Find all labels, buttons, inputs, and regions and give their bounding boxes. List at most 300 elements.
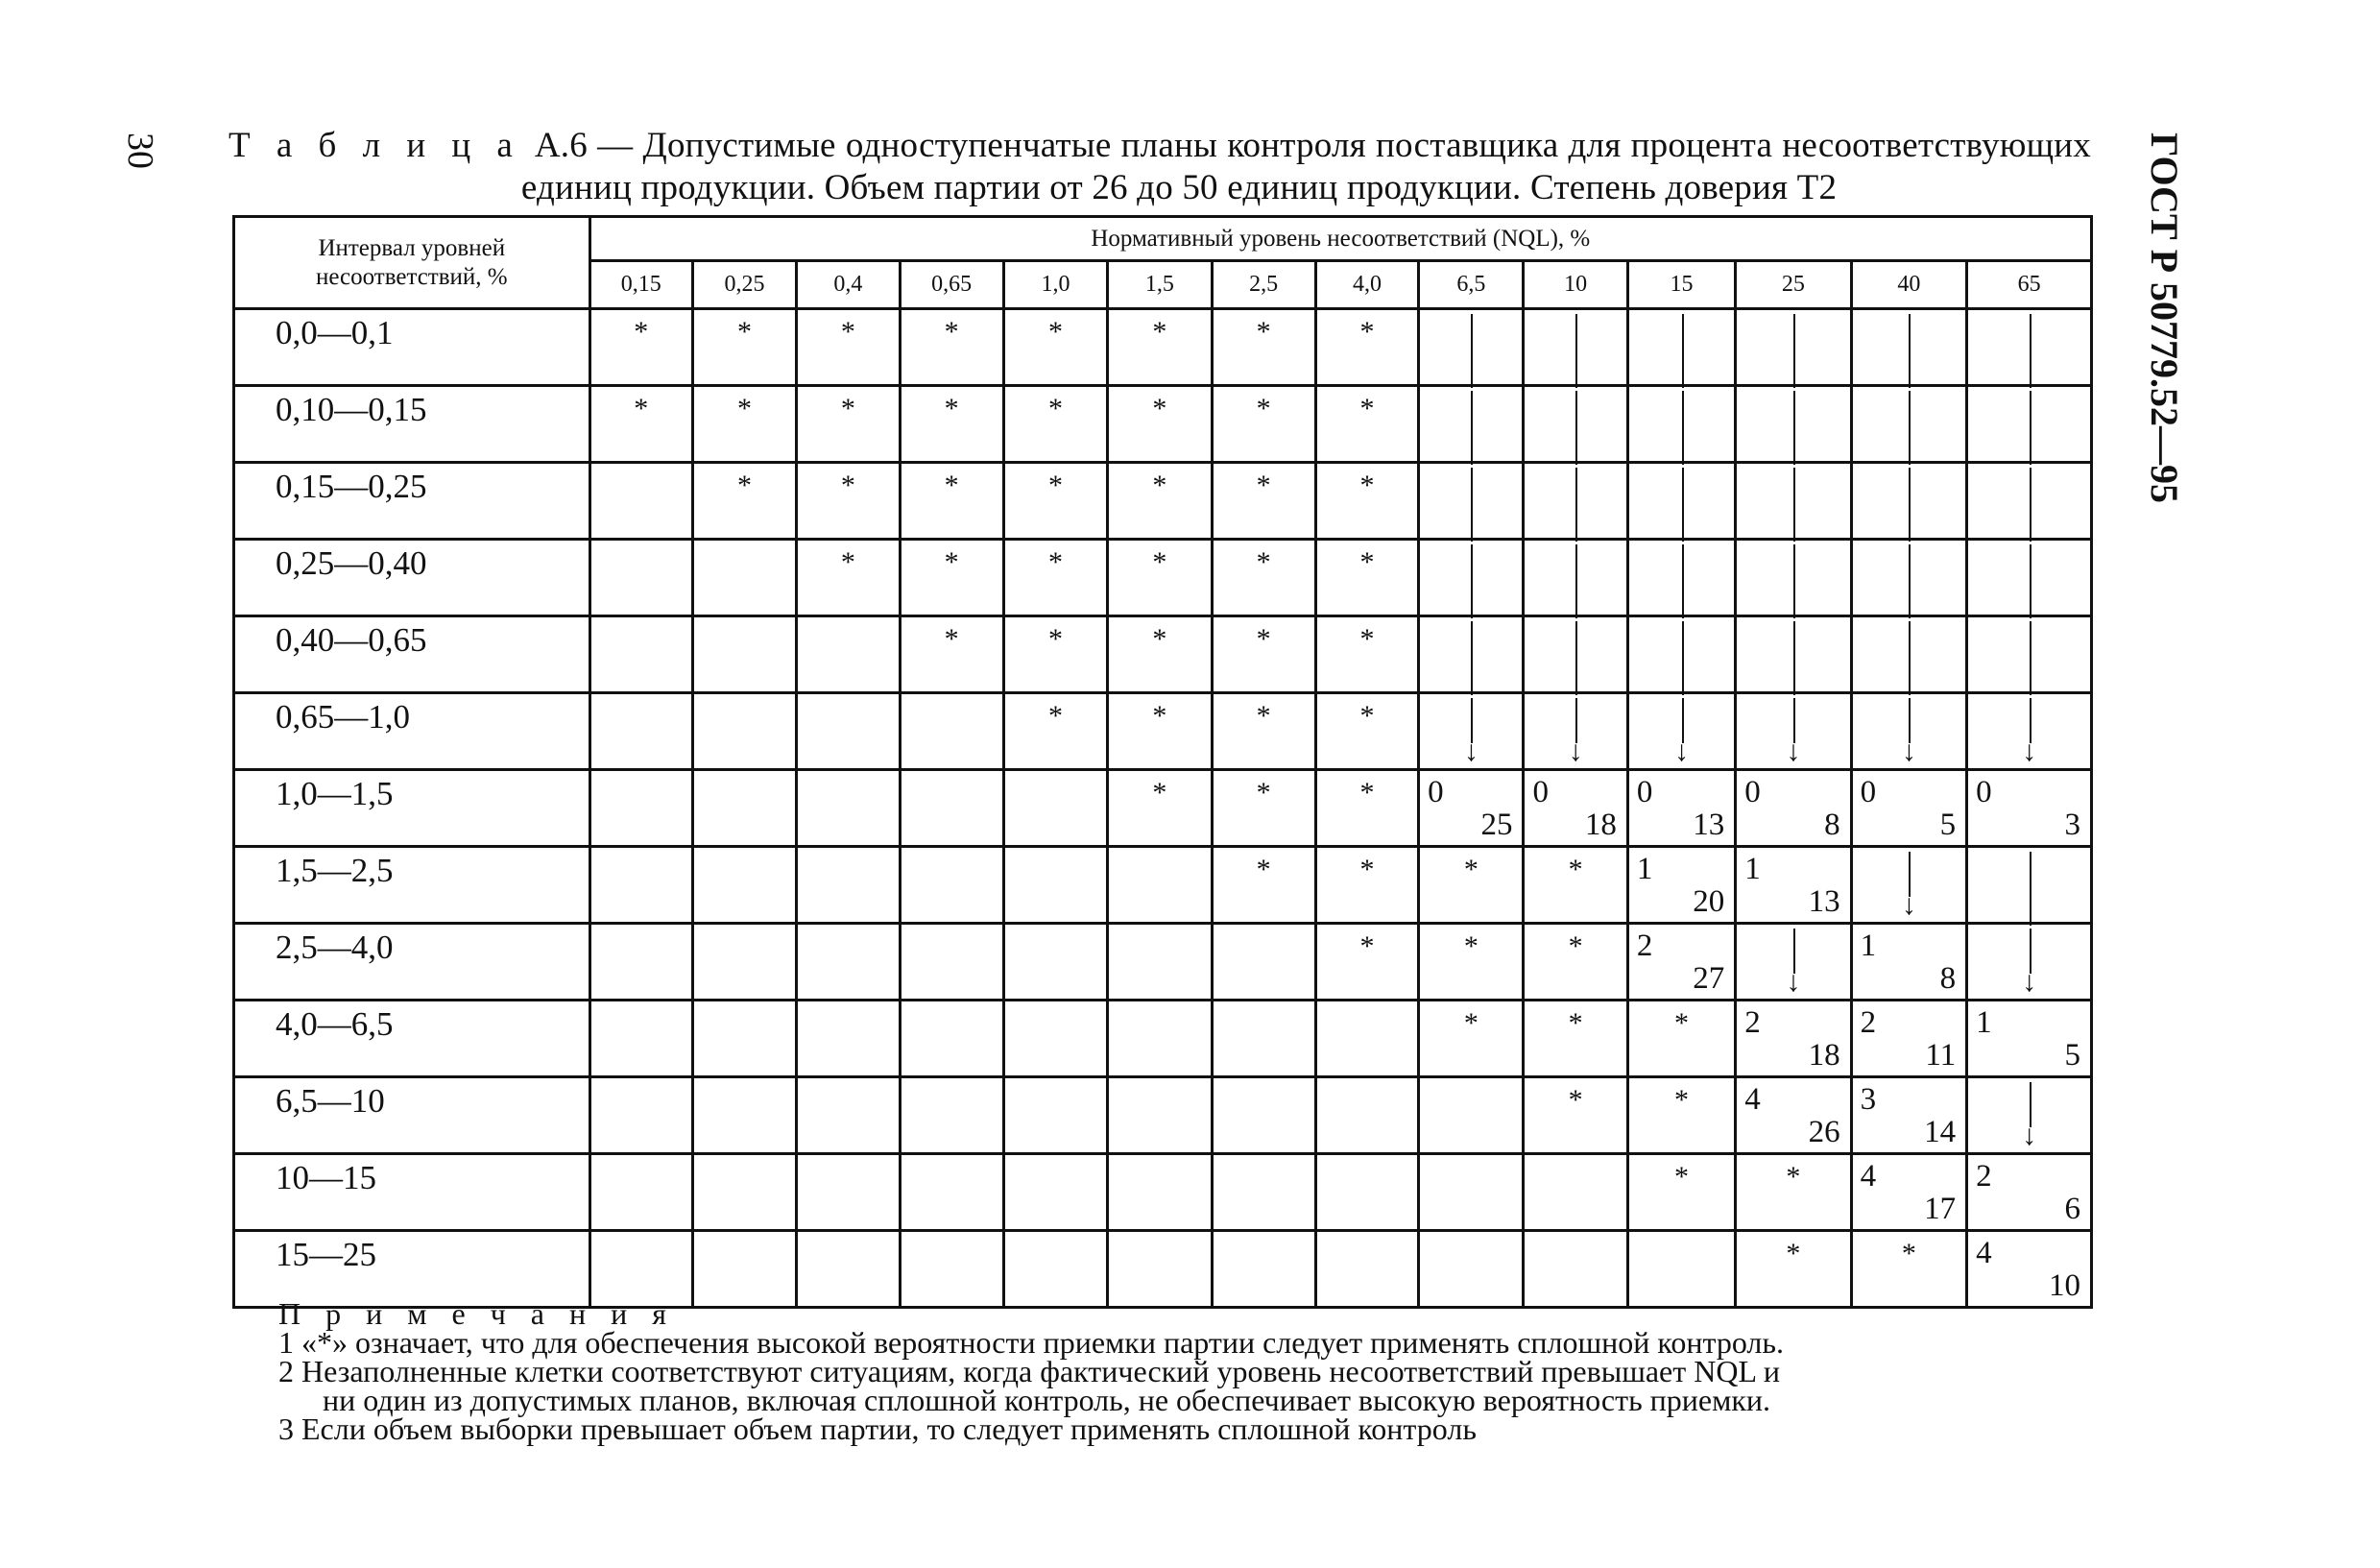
full-inspection-mark: * bbox=[1048, 623, 1063, 655]
plan-cell bbox=[1419, 693, 1524, 770]
plan-cell bbox=[692, 386, 796, 463]
plan-cell bbox=[692, 616, 796, 693]
plan-cell bbox=[1419, 1154, 1524, 1231]
title-label: Т а б л и ц а bbox=[228, 126, 521, 165]
full-inspection-mark: * bbox=[1048, 546, 1063, 578]
interval-label: 0,25—0,40 bbox=[234, 540, 590, 616]
plan-cell bbox=[1108, 847, 1212, 924]
plan-cell bbox=[900, 693, 1003, 770]
acceptance-number: 0 bbox=[1428, 775, 1444, 809]
plan-cell bbox=[1967, 1231, 2092, 1308]
interval-label: 15—25 bbox=[234, 1231, 590, 1308]
plan-cell bbox=[1627, 693, 1735, 770]
acceptance-number: 0 bbox=[1860, 775, 1877, 809]
continuation-line bbox=[1909, 391, 1911, 465]
full-inspection-mark: * bbox=[1359, 700, 1375, 732]
plan-cell bbox=[1851, 770, 1966, 847]
down-arrow-icon: ↓ bbox=[2022, 966, 2037, 998]
plan-cell bbox=[1967, 924, 2092, 1001]
sample-size: 25 bbox=[1480, 808, 1513, 842]
sample-size: 20 bbox=[1693, 884, 1725, 919]
plan-cell bbox=[1315, 1231, 1418, 1308]
continuation-line bbox=[1793, 391, 1795, 465]
acceptance-number: 2 bbox=[1744, 1005, 1761, 1040]
notes-title: П р и м е ч а н и я bbox=[278, 1296, 675, 1331]
interval-label: 2,5—4,0 bbox=[234, 924, 590, 1001]
acceptance-number: 4 bbox=[1744, 1082, 1761, 1117]
full-inspection-mark: * bbox=[1568, 1007, 1583, 1039]
plan-cell bbox=[1851, 1077, 1966, 1154]
plan-cell bbox=[1108, 1154, 1212, 1231]
plan-cell bbox=[797, 463, 900, 540]
title-line-1: А.6 — Допустимые одноступенчатые планы контроля поставщика для процента несоответствующих bbox=[534, 126, 2091, 165]
plan-cell bbox=[1524, 616, 1627, 693]
plan-cell bbox=[1212, 540, 1315, 616]
full-inspection-mark: * bbox=[1152, 393, 1167, 424]
plan-cell bbox=[589, 386, 692, 463]
plan-cell bbox=[797, 1154, 900, 1231]
sample-size: 3 bbox=[2064, 808, 2080, 842]
full-inspection-mark: * bbox=[1359, 546, 1375, 578]
continuation-line bbox=[1682, 468, 1684, 542]
plan-cell bbox=[692, 693, 796, 770]
full-inspection-mark: * bbox=[1359, 623, 1375, 655]
full-inspection-mark: * bbox=[737, 470, 753, 501]
plan-cell bbox=[1212, 616, 1315, 693]
plan-cell bbox=[1419, 386, 1524, 463]
plan-cell bbox=[1003, 770, 1107, 847]
continuation-line bbox=[1909, 314, 1911, 388]
full-inspection-mark: * bbox=[1256, 854, 1271, 885]
nql-column-header: 65 bbox=[1967, 261, 2092, 309]
plan-cell bbox=[1851, 386, 1966, 463]
full-inspection-mark: * bbox=[1674, 1007, 1689, 1039]
plan-cell bbox=[1419, 1077, 1524, 1154]
acceptance-number: 2 bbox=[1636, 929, 1653, 963]
plan-cell bbox=[589, 463, 692, 540]
plan-cell bbox=[1736, 1154, 1851, 1231]
down-arrow-icon: ↓ bbox=[1901, 736, 1916, 767]
continuation-line bbox=[1682, 544, 1684, 618]
plan-cell bbox=[900, 1077, 1003, 1154]
full-inspection-mark: * bbox=[1568, 854, 1583, 885]
full-inspection-mark: * bbox=[1048, 393, 1063, 424]
plan-cell bbox=[589, 693, 692, 770]
acceptance-plan-table bbox=[232, 215, 2093, 1309]
plan-cell bbox=[797, 309, 900, 386]
plan-cell bbox=[1108, 924, 1212, 1001]
plan-cell bbox=[1003, 616, 1107, 693]
full-inspection-mark: * bbox=[1568, 1084, 1583, 1116]
interval-header: Интервал уровней несоответствий, % bbox=[234, 217, 590, 309]
sample-size: 8 bbox=[1939, 961, 1957, 996]
plan-cell bbox=[1967, 847, 2092, 924]
table-row bbox=[234, 463, 2092, 540]
full-inspection-mark: * bbox=[634, 393, 649, 424]
sample-size: 17 bbox=[1924, 1192, 1957, 1226]
plan-cell bbox=[1736, 540, 1851, 616]
full-inspection-mark: * bbox=[944, 546, 959, 578]
plan-cell bbox=[692, 1154, 796, 1231]
continuation-line bbox=[1793, 544, 1795, 618]
plan-cell bbox=[1736, 616, 1851, 693]
plan-cell bbox=[1108, 1077, 1212, 1154]
table-row bbox=[234, 616, 2092, 693]
plan-cell bbox=[589, 1001, 692, 1077]
full-inspection-mark: * bbox=[840, 470, 855, 501]
plan-cell bbox=[1627, 1001, 1735, 1077]
plan-cell bbox=[1851, 463, 1966, 540]
down-arrow-icon: ↓ bbox=[1786, 736, 1801, 767]
plan-cell bbox=[1212, 1154, 1315, 1231]
plan-cell bbox=[1315, 1001, 1418, 1077]
nql-column-header: 1,0 bbox=[1003, 261, 1107, 309]
full-inspection-mark: * bbox=[1568, 930, 1583, 962]
table-row bbox=[234, 540, 2092, 616]
plan-cell bbox=[692, 847, 796, 924]
nql-column-header: 0,25 bbox=[692, 261, 796, 309]
plan-cell bbox=[589, 770, 692, 847]
plan-cell bbox=[1419, 463, 1524, 540]
plan-cell bbox=[900, 463, 1003, 540]
continuation-line bbox=[1793, 314, 1795, 388]
nql-column-header: 2,5 bbox=[1212, 261, 1315, 309]
plan-cell bbox=[1524, 770, 1627, 847]
plan-cell bbox=[1627, 386, 1735, 463]
continuation-line bbox=[1909, 544, 1911, 618]
table-row bbox=[234, 1077, 2092, 1154]
plan-cell bbox=[1212, 386, 1315, 463]
plan-cell bbox=[797, 540, 900, 616]
document-code: ГОСТ Р 50779.52—95 bbox=[2143, 133, 2186, 504]
plan-cell bbox=[900, 309, 1003, 386]
down-arrow-icon: ↓ bbox=[2022, 736, 2037, 767]
plan-cell bbox=[1212, 463, 1315, 540]
continuation-line bbox=[2030, 314, 2031, 388]
full-inspection-mark: * bbox=[1048, 470, 1063, 501]
plan-cell bbox=[589, 540, 692, 616]
plan-cell bbox=[1851, 847, 1966, 924]
acceptance-number: 1 bbox=[1976, 1005, 1992, 1040]
continuation-line bbox=[2030, 621, 2031, 695]
plan-cell bbox=[692, 309, 796, 386]
plan-cell bbox=[1627, 616, 1735, 693]
continuation-line bbox=[1471, 544, 1473, 618]
full-inspection-mark: * bbox=[1786, 1238, 1801, 1269]
plan-cell bbox=[1967, 540, 2092, 616]
full-inspection-mark: * bbox=[1359, 777, 1375, 808]
nql-column-header: 0,4 bbox=[797, 261, 900, 309]
plan-cell bbox=[1212, 770, 1315, 847]
plan-cell bbox=[1315, 463, 1418, 540]
sample-size: 5 bbox=[2064, 1038, 2080, 1073]
plan-cell bbox=[692, 1231, 796, 1308]
plan-cell bbox=[900, 847, 1003, 924]
acceptance-number: 1 bbox=[1636, 852, 1653, 886]
nql-column-header: 6,5 bbox=[1419, 261, 1524, 309]
plan-cell bbox=[1108, 770, 1212, 847]
plan-cell bbox=[1967, 386, 2092, 463]
continuation-line bbox=[1471, 391, 1473, 465]
full-inspection-mark: * bbox=[840, 546, 855, 578]
plan-cell bbox=[1003, 1077, 1107, 1154]
plan-cell bbox=[1003, 386, 1107, 463]
plan-cell bbox=[1627, 847, 1735, 924]
plan-cell bbox=[1212, 1077, 1315, 1154]
plan-cell bbox=[1315, 540, 1418, 616]
table-row bbox=[234, 386, 2092, 463]
plan-cell bbox=[1315, 693, 1418, 770]
plan-cell bbox=[1627, 1154, 1735, 1231]
continuation-line bbox=[1471, 468, 1473, 542]
plan-cell bbox=[1212, 924, 1315, 1001]
nql-header: Нормативный уровень несоответствий (NQL), % bbox=[589, 217, 2091, 261]
sample-size: 18 bbox=[1808, 1038, 1840, 1073]
full-inspection-mark: * bbox=[1463, 930, 1478, 962]
interval-label: 1,0—1,5 bbox=[234, 770, 590, 847]
plan-cell bbox=[900, 1231, 1003, 1308]
table-row bbox=[234, 1001, 2092, 1077]
nql-column-header: 40 bbox=[1851, 261, 1966, 309]
down-arrow-icon: ↓ bbox=[1901, 889, 1916, 921]
plan-cell bbox=[797, 1001, 900, 1077]
nql-column-header: 4,0 bbox=[1315, 261, 1418, 309]
plan-cell bbox=[1315, 616, 1418, 693]
continuation-line bbox=[1575, 544, 1577, 618]
full-inspection-mark: * bbox=[634, 316, 649, 348]
full-inspection-mark: * bbox=[1674, 1084, 1689, 1116]
sample-size: 14 bbox=[1924, 1115, 1957, 1149]
plan-cell bbox=[1967, 1001, 2092, 1077]
full-inspection-mark: * bbox=[1901, 1238, 1916, 1269]
plan-cell bbox=[1315, 1077, 1418, 1154]
continuation-line bbox=[1793, 468, 1795, 542]
full-inspection-mark: * bbox=[1256, 623, 1271, 655]
table-row bbox=[234, 1154, 2092, 1231]
plan-cell bbox=[589, 1154, 692, 1231]
plan-cell bbox=[1851, 1154, 1966, 1231]
nql-column-header: 10 bbox=[1524, 261, 1627, 309]
full-inspection-mark: * bbox=[1359, 393, 1375, 424]
nql-column-header: 0,65 bbox=[900, 261, 1003, 309]
interval-label: 0,15—0,25 bbox=[234, 463, 590, 540]
plan-cell bbox=[797, 386, 900, 463]
plan-cell bbox=[1851, 1231, 1966, 1308]
down-arrow-icon: ↓ bbox=[2022, 1120, 2037, 1151]
plan-cell bbox=[797, 1077, 900, 1154]
plan-cell bbox=[797, 847, 900, 924]
plan-cell bbox=[1315, 386, 1418, 463]
plan-cell bbox=[1627, 924, 1735, 1001]
plan-cell bbox=[1736, 1001, 1851, 1077]
full-inspection-mark: * bbox=[1256, 700, 1271, 732]
sample-size: 13 bbox=[1693, 808, 1725, 842]
plan-cell bbox=[1419, 309, 1524, 386]
full-inspection-mark: * bbox=[1463, 1007, 1478, 1039]
full-inspection-mark: * bbox=[1256, 393, 1271, 424]
plan-cell bbox=[1736, 847, 1851, 924]
continuation-line bbox=[2030, 391, 2031, 465]
plan-cell bbox=[1524, 1154, 1627, 1231]
plan-cell bbox=[1419, 616, 1524, 693]
full-inspection-mark: * bbox=[944, 316, 959, 348]
plan-cell bbox=[1851, 540, 1966, 616]
full-inspection-mark: * bbox=[1359, 316, 1375, 348]
plan-cell bbox=[692, 924, 796, 1001]
down-arrow-icon: ↓ bbox=[1568, 736, 1583, 767]
full-inspection-mark: * bbox=[1463, 854, 1478, 885]
full-inspection-mark: * bbox=[944, 470, 959, 501]
continuation-line bbox=[1682, 391, 1684, 465]
sample-size: 5 bbox=[1939, 808, 1957, 842]
plan-cell bbox=[1627, 770, 1735, 847]
continuation-line bbox=[1793, 621, 1795, 695]
continuation-line bbox=[1471, 314, 1473, 388]
full-inspection-mark: * bbox=[1359, 930, 1375, 962]
full-inspection-mark: * bbox=[1152, 316, 1167, 348]
plan-cell bbox=[1524, 309, 1627, 386]
plan-cell bbox=[1108, 463, 1212, 540]
plan-cell bbox=[1108, 309, 1212, 386]
plan-cell bbox=[1108, 1001, 1212, 1077]
nql-column-header: 1,5 bbox=[1108, 261, 1212, 309]
plan-cell bbox=[1967, 616, 2092, 693]
down-arrow-icon: ↓ bbox=[1674, 736, 1689, 767]
plan-cell bbox=[1419, 924, 1524, 1001]
plan-cell bbox=[1967, 770, 2092, 847]
interval-label: 1,5—2,5 bbox=[234, 847, 590, 924]
plan-cell bbox=[1627, 1231, 1735, 1308]
full-inspection-mark: * bbox=[1152, 623, 1167, 655]
plan-cell bbox=[692, 463, 796, 540]
plan-cell bbox=[1967, 463, 2092, 540]
continuation-line bbox=[1471, 621, 1473, 695]
plan-cell bbox=[1967, 1154, 2092, 1231]
continuation-line bbox=[1575, 314, 1577, 388]
acceptance-number: 2 bbox=[1860, 1005, 1877, 1040]
plan-cell bbox=[1967, 1077, 2092, 1154]
plan-cell bbox=[1736, 924, 1851, 1001]
continuation-line bbox=[1909, 468, 1911, 542]
plan-cell bbox=[1003, 309, 1107, 386]
full-inspection-mark: * bbox=[1256, 546, 1271, 578]
plan-cell bbox=[1419, 770, 1524, 847]
table-row bbox=[234, 924, 2092, 1001]
nql-column-header: 15 bbox=[1627, 261, 1735, 309]
sample-size: 10 bbox=[2049, 1268, 2080, 1303]
full-inspection-mark: * bbox=[840, 393, 855, 424]
plan-cell bbox=[1003, 1001, 1107, 1077]
plan-cell bbox=[900, 924, 1003, 1001]
plan-cell bbox=[900, 1001, 1003, 1077]
plan-cell bbox=[1315, 309, 1418, 386]
plan-cell bbox=[1315, 847, 1418, 924]
plan-cell bbox=[797, 924, 900, 1001]
notes-section bbox=[278, 1296, 2083, 1446]
plan-cell bbox=[900, 770, 1003, 847]
acceptance-number: 3 bbox=[1860, 1082, 1877, 1117]
plan-cell bbox=[797, 616, 900, 693]
plan-cell bbox=[1524, 1231, 1627, 1308]
full-inspection-mark: * bbox=[1152, 470, 1167, 501]
plan-cell bbox=[1736, 309, 1851, 386]
sample-size: 8 bbox=[1824, 808, 1840, 842]
nql-column-header: 0,15 bbox=[589, 261, 692, 309]
sample-size: 27 bbox=[1693, 961, 1725, 996]
acceptance-number: 2 bbox=[1976, 1159, 1992, 1194]
down-arrow-icon: ↓ bbox=[1786, 966, 1801, 998]
plan-cell bbox=[1524, 1001, 1627, 1077]
plan-cell bbox=[589, 309, 692, 386]
note-2: 2 Незаполненные клетки соответствуют ситуациям, когда фактический уровень несоответствий превышает NQL и bbox=[278, 1354, 1780, 1388]
continuation-line bbox=[1682, 621, 1684, 695]
plan-cell bbox=[900, 386, 1003, 463]
full-inspection-mark: * bbox=[1152, 700, 1167, 732]
continuation-line bbox=[1575, 621, 1577, 695]
interval-label: 10—15 bbox=[234, 1154, 590, 1231]
plan-cell bbox=[1315, 770, 1418, 847]
plan-cell bbox=[589, 1077, 692, 1154]
plan-cell bbox=[1003, 463, 1107, 540]
plan-cell bbox=[1108, 540, 1212, 616]
plan-cell bbox=[1967, 693, 2092, 770]
plan-cell bbox=[589, 847, 692, 924]
plan-cell bbox=[1736, 1077, 1851, 1154]
plan-cell bbox=[1736, 1231, 1851, 1308]
plan-cell bbox=[1851, 924, 1966, 1001]
plan-cell bbox=[692, 770, 796, 847]
interval-label: 0,40—0,65 bbox=[234, 616, 590, 693]
down-arrow-icon: ↓ bbox=[1463, 736, 1478, 767]
plan-cell bbox=[1108, 616, 1212, 693]
continuation-line bbox=[1909, 621, 1911, 695]
plan-cell bbox=[797, 770, 900, 847]
interval-label: 4,0—6,5 bbox=[234, 1001, 590, 1077]
plan-cell bbox=[1627, 309, 1735, 386]
interval-label: 0,10—0,15 bbox=[234, 386, 590, 463]
plan-cell bbox=[1108, 386, 1212, 463]
plan-cell bbox=[1524, 924, 1627, 1001]
plan-cell bbox=[1212, 309, 1315, 386]
acceptance-number: 0 bbox=[1976, 775, 1992, 809]
continuation-line bbox=[2030, 544, 2031, 618]
plan-cell bbox=[1003, 693, 1107, 770]
plan-cell bbox=[589, 616, 692, 693]
plan-cell bbox=[1736, 386, 1851, 463]
plan-cell bbox=[692, 1077, 796, 1154]
plan-cell bbox=[1736, 770, 1851, 847]
interval-label: 0,0—0,1 bbox=[234, 309, 590, 386]
plan-cell bbox=[1524, 1077, 1627, 1154]
sample-size: 26 bbox=[1808, 1115, 1840, 1149]
acceptance-number: 0 bbox=[1636, 775, 1653, 809]
full-inspection-mark: * bbox=[944, 623, 959, 655]
plan-cell bbox=[1003, 847, 1107, 924]
plan-cell bbox=[589, 924, 692, 1001]
acceptance-number: 1 bbox=[1860, 929, 1877, 963]
full-inspection-mark: * bbox=[1152, 546, 1167, 578]
continuation-line bbox=[2030, 852, 2031, 926]
full-inspection-mark: * bbox=[1359, 854, 1375, 885]
plan-cell bbox=[1627, 1077, 1735, 1154]
plan-cell bbox=[1736, 463, 1851, 540]
plan-cell bbox=[900, 1154, 1003, 1231]
plan-cell bbox=[797, 1231, 900, 1308]
full-inspection-mark: * bbox=[840, 316, 855, 348]
continuation-line bbox=[1575, 468, 1577, 542]
plan-cell bbox=[797, 693, 900, 770]
acceptance-number: 0 bbox=[1744, 775, 1761, 809]
